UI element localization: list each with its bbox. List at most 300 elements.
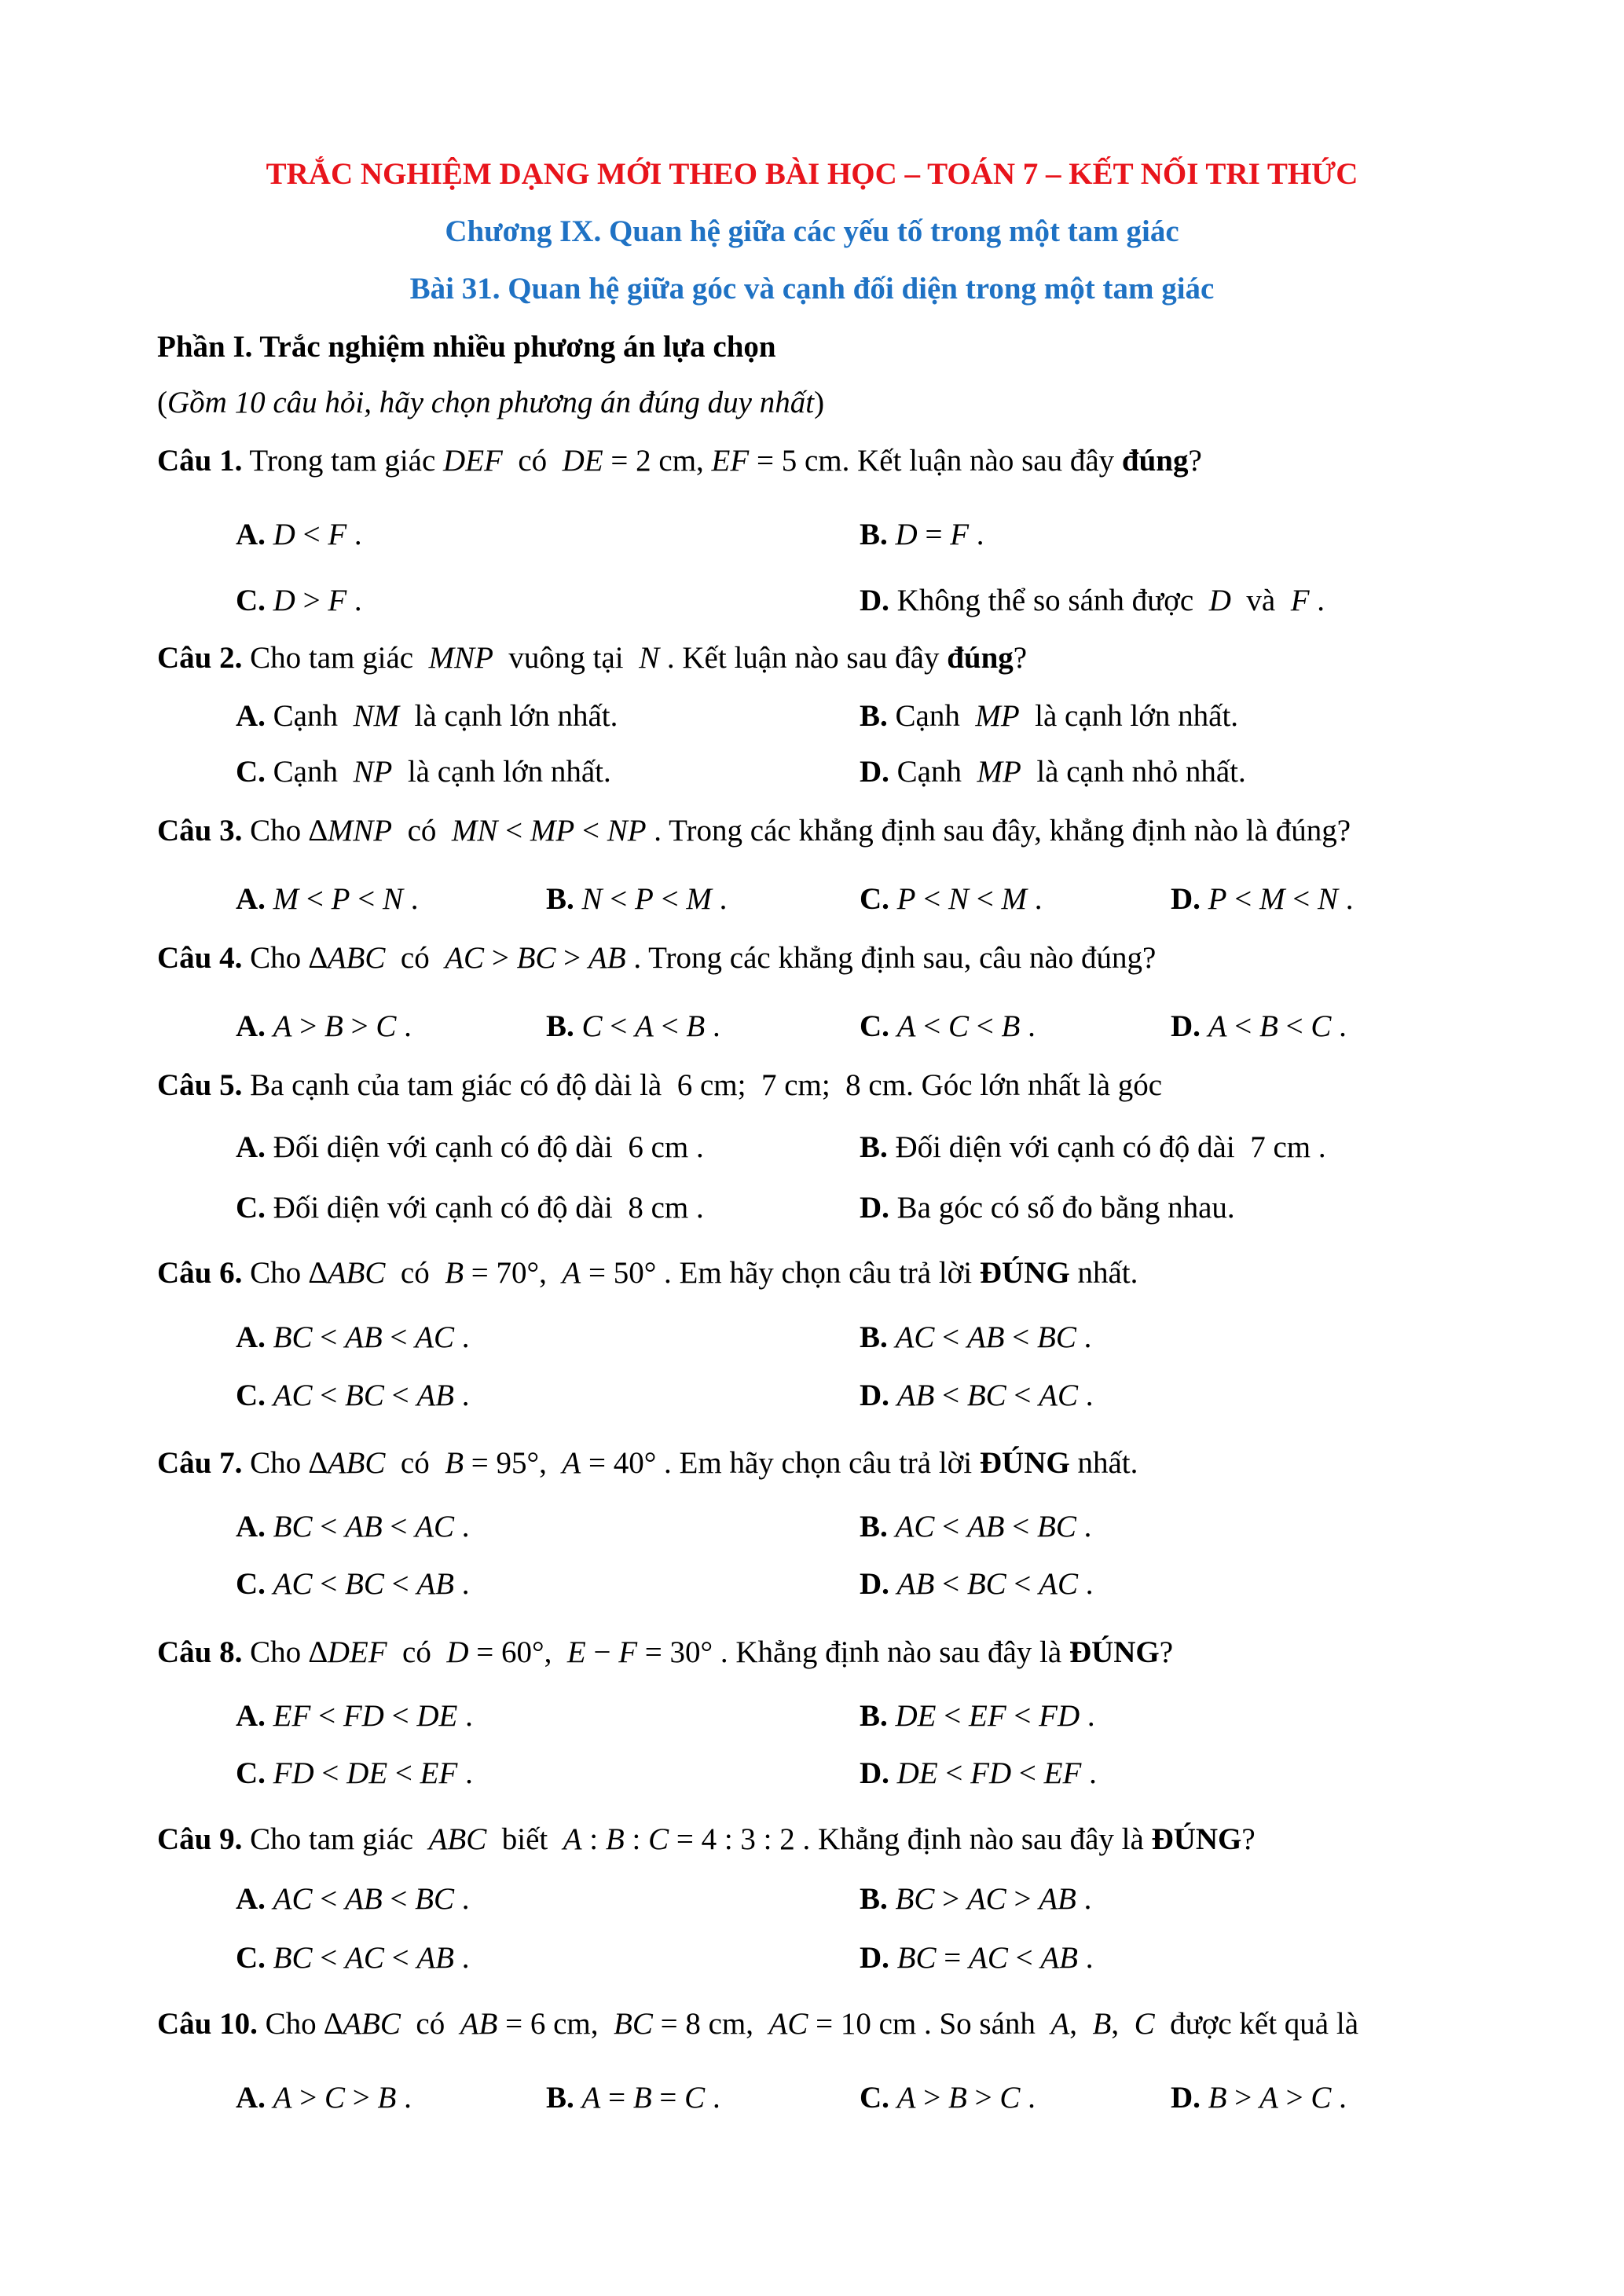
text-segment (266, 882, 273, 916)
question-label: Câu 4. (157, 941, 243, 975)
text-segment: . (1076, 1882, 1092, 1916)
math-symbol: B (445, 1446, 464, 1480)
text-segment: . (396, 2081, 412, 2115)
text-segment: < (497, 814, 530, 848)
math-symbol: BC (273, 1320, 313, 1354)
math-symbol: BC (1037, 1320, 1076, 1354)
text-segment: , (1111, 2007, 1135, 2041)
document-title: TRẮC NGHIỆM DẠNG MỚI THEO BÀI HỌC – TOÁN 7 – KẾT NỐI TRI THỨC (266, 157, 1358, 191)
math-symbol: F (328, 584, 347, 617)
text-segment (574, 882, 582, 916)
math-symbol: BC (273, 1941, 313, 1975)
text-segment: . (346, 518, 362, 551)
text-segment: . (457, 1756, 473, 1790)
text-segment: có (392, 814, 452, 848)
text-segment (888, 1510, 896, 1543)
text-segment: . (457, 1699, 473, 1733)
text-segment: > (1278, 2081, 1311, 2115)
option-label: B. (860, 518, 888, 551)
text-segment: = 4 : 3 : 2 . Khẳng định nào sau đây là (669, 1822, 1152, 1856)
text-segment: < (312, 1941, 346, 1975)
text-segment: < (1007, 1941, 1041, 1975)
math-symbol: EF (273, 1699, 311, 1733)
math-symbol: A (896, 2081, 916, 2115)
math-symbol: DEF (327, 1635, 387, 1669)
text-segment: và (1230, 584, 1291, 617)
option-label: B. (860, 1699, 888, 1733)
math-symbol: D (895, 518, 918, 551)
text-segment: Cho ∆ (242, 814, 328, 848)
option-label: D. (860, 1191, 889, 1225)
text-segment: = (936, 1941, 970, 1975)
math-symbol: A (273, 2081, 292, 2115)
text-segment: . (1076, 1510, 1092, 1543)
math-symbol: EF (711, 444, 750, 478)
question-10 (157, 2005, 1358, 2043)
question-label: Câu 10. (157, 2007, 258, 2041)
math-symbol: BC (1037, 1510, 1076, 1543)
option-d[interactable] (1171, 2079, 1347, 2117)
option-a[interactable] (236, 1319, 470, 1357)
paren-close: ) (814, 386, 825, 419)
option-a[interactable] (236, 1697, 473, 1735)
option-b[interactable] (546, 1008, 720, 1045)
math-symbol: BC (895, 1882, 935, 1916)
text-segment: < (312, 1567, 346, 1601)
math-symbol: NP (607, 814, 647, 848)
math-symbol: M (686, 882, 712, 916)
math-symbol: NM (353, 699, 399, 733)
text-segment: < (934, 1320, 967, 1354)
text-segment: < (383, 1379, 417, 1412)
option-b[interactable] (860, 1508, 1091, 1546)
option-label: D. (860, 584, 889, 617)
text-segment: . Kết luận nào sau đây (659, 641, 948, 675)
option-label: A. (236, 1009, 266, 1043)
option-d[interactable] (860, 1189, 1235, 1227)
math-symbol: P (635, 882, 654, 916)
text-segment: . (346, 584, 362, 617)
text-segment: = (600, 2081, 633, 2115)
option-label: C. (236, 755, 266, 789)
math-symbol: C (1311, 1009, 1332, 1043)
text-segment: có (385, 1256, 445, 1290)
math-symbol: N (639, 641, 660, 675)
option-label: D. (860, 1567, 889, 1601)
option-label: B. (860, 1130, 888, 1164)
math-symbol: B (1259, 1009, 1278, 1043)
math-symbol: AC (345, 1941, 384, 1975)
text-segment: < (653, 1009, 687, 1043)
math-symbol: DE (896, 1756, 938, 1790)
text-segment: biết (486, 1822, 563, 1856)
option-label: B. (860, 1882, 888, 1916)
math-symbol: AB (345, 1510, 383, 1543)
math-symbol: A (562, 1256, 581, 1290)
option-d[interactable] (1171, 881, 1354, 918)
text-segment: > (345, 2081, 378, 2115)
text-segment: < (383, 1699, 417, 1733)
math-symbol: BC (516, 941, 556, 975)
option-c[interactable] (236, 1189, 704, 1227)
option-label: A. (236, 699, 266, 733)
text-segment: . (711, 882, 728, 916)
option-label: C. (236, 1191, 266, 1225)
text-segment: = (917, 518, 951, 551)
option-d[interactable] (860, 1939, 1094, 1977)
question-3 (157, 812, 1351, 850)
text-segment: < (387, 1756, 420, 1790)
text-segment: < (383, 1941, 417, 1975)
paren-open: ( (157, 386, 167, 419)
option-label: C. (236, 584, 266, 617)
math-symbol: MP (977, 755, 1021, 789)
math-symbol: B (605, 1822, 625, 1856)
text-segment: < (915, 1009, 948, 1043)
text-segment: Cho tam giác (242, 641, 429, 675)
math-symbol: MP (975, 699, 1020, 733)
text-segment: < (382, 1510, 416, 1543)
option-label: C. (236, 1567, 266, 1601)
math-symbol: FD (970, 1756, 1012, 1790)
text-segment: = 50° . Em hãy chọn câu trả lời (581, 1256, 980, 1290)
math-symbol: FD (1039, 1699, 1080, 1733)
text-segment: − (585, 1635, 619, 1669)
math-symbol: D (446, 1635, 469, 1669)
question-8 (157, 1634, 1173, 1672)
math-symbol: N (581, 882, 603, 916)
math-symbol: AC (768, 2007, 808, 2041)
math-symbol: BC (896, 1941, 937, 1975)
math-symbol: B (1208, 2081, 1227, 2115)
text-segment: < (382, 1882, 416, 1916)
text-segment: < (312, 1882, 346, 1916)
math-symbol: MNP (428, 641, 493, 675)
text-segment: = 6 cm, (497, 2007, 614, 2041)
math-symbol: C (581, 1009, 603, 1043)
text-segment: ĐÚNG (1069, 1635, 1160, 1669)
text-segment: có (385, 941, 445, 975)
text-segment: . (1331, 2081, 1347, 2115)
text-segment: > (934, 1882, 967, 1916)
text-segment (889, 2081, 897, 2115)
text-segment: < (313, 1756, 347, 1790)
option-d[interactable] (860, 1377, 1094, 1415)
text-segment: > (484, 941, 517, 975)
math-symbol: M (273, 882, 299, 916)
text-segment: < (915, 882, 948, 916)
math-symbol: FD (343, 1699, 384, 1733)
option-b[interactable] (546, 881, 727, 918)
question-label: Câu 7. (157, 1446, 243, 1480)
math-symbol: AC (273, 1882, 313, 1916)
option-c[interactable] (860, 1008, 1036, 1045)
math-symbol: AB (345, 1882, 383, 1916)
math-symbol: C (684, 2081, 706, 2115)
option-c[interactable] (236, 753, 611, 791)
math-symbol: N (948, 882, 970, 916)
text-segment: có (502, 444, 563, 478)
text-segment (889, 1567, 897, 1601)
text-segment (266, 518, 273, 551)
math-symbol: ABC (327, 1256, 386, 1290)
text-segment: . (1081, 1756, 1097, 1790)
text-segment: < (312, 1510, 346, 1543)
question-label: Câu 5. (157, 1068, 243, 1102)
text-segment: . (1331, 1009, 1347, 1043)
math-symbol: BC (345, 1379, 384, 1412)
option-label: C. (236, 1379, 266, 1412)
text-segment (266, 1941, 273, 1975)
option-label: C. (860, 1009, 889, 1043)
math-symbol: A (273, 1009, 292, 1043)
text-segment: . (1020, 1009, 1036, 1043)
math-symbol: A (563, 1822, 582, 1856)
question-label: Câu 8. (157, 1635, 243, 1669)
option-b[interactable] (860, 516, 984, 554)
text-segment (266, 1320, 273, 1354)
text-segment: vuông tại (493, 641, 640, 675)
math-symbol: D (273, 518, 295, 551)
math-symbol: C (376, 1009, 397, 1043)
text-segment (889, 1379, 897, 1412)
text-segment: ? (1159, 1635, 1174, 1669)
math-symbol: EF (420, 1756, 458, 1790)
text-segment: nhất. (1069, 1446, 1138, 1480)
text-segment: = 60°, (468, 1635, 567, 1669)
option-b[interactable] (546, 2079, 720, 2117)
question-label: Câu 6. (157, 1256, 243, 1290)
option-a[interactable] (236, 516, 362, 554)
math-symbol: AB (896, 1379, 935, 1412)
option-c[interactable] (236, 1939, 470, 1977)
option-b[interactable] (860, 1129, 1326, 1166)
math-symbol: C (948, 1009, 970, 1043)
text-segment: . (1076, 1320, 1092, 1354)
option-a[interactable] (236, 1008, 412, 1045)
option-label: B. (860, 1320, 888, 1354)
text-segment: Đối diện với cạnh có độ dài 6 cm . (265, 1130, 704, 1164)
math-symbol: C (1311, 2081, 1332, 2115)
math-symbol: AC (895, 1510, 935, 1543)
option-a[interactable] (236, 1508, 470, 1546)
math-symbol: N (1318, 882, 1339, 916)
text-segment: . (454, 1941, 470, 1975)
text-segment: Cạnh (265, 755, 354, 789)
text-segment (266, 1882, 273, 1916)
option-c[interactable] (860, 881, 1043, 918)
option-label: C. (860, 882, 889, 916)
option-a[interactable] (236, 2079, 412, 2117)
option-a[interactable] (236, 1880, 470, 1918)
text-segment: Ba góc có số đo bằng nhau. (889, 1191, 1235, 1225)
text-segment: có (385, 1446, 445, 1480)
option-label: C. (860, 2081, 889, 2115)
math-symbol: DEF (443, 444, 503, 478)
math-symbol: F (1290, 584, 1310, 617)
text-segment: . (454, 1567, 470, 1601)
text-segment: < (934, 1379, 967, 1412)
text-segment: . (1080, 1699, 1095, 1733)
text-segment: Trong tam giác (242, 444, 444, 478)
math-symbol: C (648, 1822, 669, 1856)
math-symbol: NP (353, 755, 393, 789)
option-b[interactable] (860, 1319, 1091, 1357)
text-segment: < (299, 882, 332, 916)
math-symbol: BC (415, 1882, 455, 1916)
text-segment: là cạnh lớn nhất. (392, 755, 611, 789)
option-label: D. (1171, 1009, 1201, 1043)
text-segment: Cho ∆ (242, 1635, 328, 1669)
option-label: A. (236, 1882, 266, 1916)
text-segment: . (396, 1009, 412, 1043)
text-segment (266, 2081, 273, 2115)
option-b[interactable] (860, 698, 1238, 735)
math-symbol: DE (416, 1699, 458, 1733)
math-symbol: FD (273, 1756, 314, 1790)
text-segment: < (1006, 1379, 1039, 1412)
text-segment (266, 1379, 273, 1412)
question-5 (157, 1067, 1162, 1104)
text-segment (1201, 1009, 1208, 1043)
text-segment: < (1285, 882, 1318, 916)
option-b[interactable] (860, 1697, 1095, 1735)
math-symbol: B (686, 1009, 706, 1043)
option-d[interactable] (860, 582, 1325, 620)
text-segment: Cạnh (887, 699, 976, 733)
question-label: Câu 9. (157, 1822, 243, 1856)
option-label: B. (546, 1009, 574, 1043)
math-symbol: D (273, 584, 295, 617)
text-segment: Không thể so sánh được (889, 584, 1209, 617)
text-segment: Đối diện với cạnh có độ dài 8 cm . (265, 1191, 704, 1225)
option-a[interactable] (236, 698, 618, 735)
text-segment: : (624, 1822, 649, 1856)
option-label: B. (546, 2081, 574, 2115)
option-a[interactable] (236, 881, 419, 918)
text-segment: đúng (1121, 444, 1189, 478)
text-segment: có (387, 1635, 447, 1669)
math-symbol: C (1134, 2007, 1155, 2041)
text-segment: đúng (947, 641, 1014, 675)
text-segment: . (454, 1320, 470, 1354)
math-symbol: A (896, 1009, 916, 1043)
question-2 (157, 639, 1027, 677)
math-symbol: A (635, 1009, 654, 1043)
text-segment (574, 2081, 582, 2115)
math-symbol: ABC (327, 1446, 386, 1480)
math-symbol: B (1001, 1009, 1021, 1043)
question-label: Câu 3. (157, 814, 243, 848)
text-segment: có (400, 2007, 460, 2041)
text-segment: < (969, 1009, 1002, 1043)
math-symbol: DE (346, 1756, 388, 1790)
option-c[interactable] (860, 2079, 1036, 2117)
text-segment (888, 1699, 896, 1733)
math-symbol: AB (345, 1320, 383, 1354)
option-c[interactable] (236, 1755, 473, 1792)
option-label: D. (1171, 2081, 1201, 2115)
text-segment: < (653, 882, 687, 916)
math-symbol: DE (895, 1699, 937, 1733)
option-a[interactable] (236, 1129, 704, 1166)
text-segment: > (295, 584, 328, 617)
math-symbol: ABC (327, 941, 386, 975)
math-symbol: F (950, 518, 970, 551)
math-symbol: AB (416, 1567, 455, 1601)
text-segment: = 95°, (464, 1446, 563, 1480)
text-segment: > (343, 1009, 376, 1043)
text-segment: Đối diện với cạnh có độ dài 7 cm . (887, 1130, 1326, 1164)
math-symbol: AC (273, 1379, 313, 1412)
text-segment: là cạnh lớn nhất. (1019, 699, 1239, 733)
option-label: C. (236, 1756, 266, 1790)
text-segment: : (581, 1822, 606, 1856)
math-symbol: F (618, 1635, 638, 1669)
text-segment (1201, 882, 1208, 916)
text-segment: Cho ∆ (242, 941, 328, 975)
math-symbol: A (1050, 2007, 1070, 2041)
text-segment: < (1004, 1510, 1038, 1543)
text-segment: < (934, 1567, 967, 1601)
text-segment: > (291, 2081, 324, 2115)
math-symbol: A (1208, 1009, 1227, 1043)
section-note-text: Gồm 10 câu hỏi, hãy chọn phương án đúng duy nhất (167, 386, 815, 419)
option-c[interactable] (236, 1377, 470, 1415)
text-segment: > (1006, 1882, 1039, 1916)
text-segment: nhất. (1069, 1256, 1138, 1290)
math-symbol: MP (530, 814, 575, 848)
option-d[interactable] (860, 1565, 1094, 1603)
math-symbol: B (948, 2081, 967, 2115)
option-label: B. (860, 1510, 888, 1543)
math-symbol: BC (966, 1379, 1006, 1412)
option-label: B. (546, 882, 574, 916)
math-symbol: F (328, 518, 347, 551)
text-segment: = 8 cm, (652, 2007, 769, 2041)
math-symbol: BC (614, 2007, 653, 2041)
text-segment: . (454, 1379, 470, 1412)
math-symbol: EF (1043, 1756, 1082, 1790)
text-segment: Cho ∆ (242, 1446, 328, 1480)
math-symbol: P (331, 882, 350, 916)
text-segment: Cạnh (889, 755, 977, 789)
math-symbol: AB (416, 1941, 455, 1975)
text-segment: ĐÚNG (979, 1256, 1070, 1290)
option-d[interactable] (860, 753, 1246, 791)
text-segment: ? (1188, 444, 1202, 478)
text-segment: Cho tam giác (242, 1822, 429, 1856)
math-symbol: BC (273, 1510, 313, 1543)
text-segment: < (602, 882, 636, 916)
option-d[interactable] (1171, 1008, 1347, 1045)
math-symbol: B (445, 1256, 464, 1290)
text-segment: = 70°, (464, 1256, 563, 1290)
option-b[interactable] (860, 1880, 1091, 1918)
text-segment: < (312, 1379, 346, 1412)
text-segment: , (1069, 2007, 1093, 2041)
math-symbol: A (1259, 2081, 1278, 2115)
text-segment: < (383, 1567, 417, 1601)
math-symbol: AB (1039, 1882, 1076, 1916)
option-c[interactable] (236, 1565, 470, 1603)
text-segment (889, 1756, 897, 1790)
text-segment (889, 1941, 897, 1975)
question-4 (157, 939, 1156, 977)
text-segment (266, 1567, 273, 1601)
option-c[interactable] (236, 582, 362, 620)
option-d[interactable] (860, 1755, 1097, 1792)
